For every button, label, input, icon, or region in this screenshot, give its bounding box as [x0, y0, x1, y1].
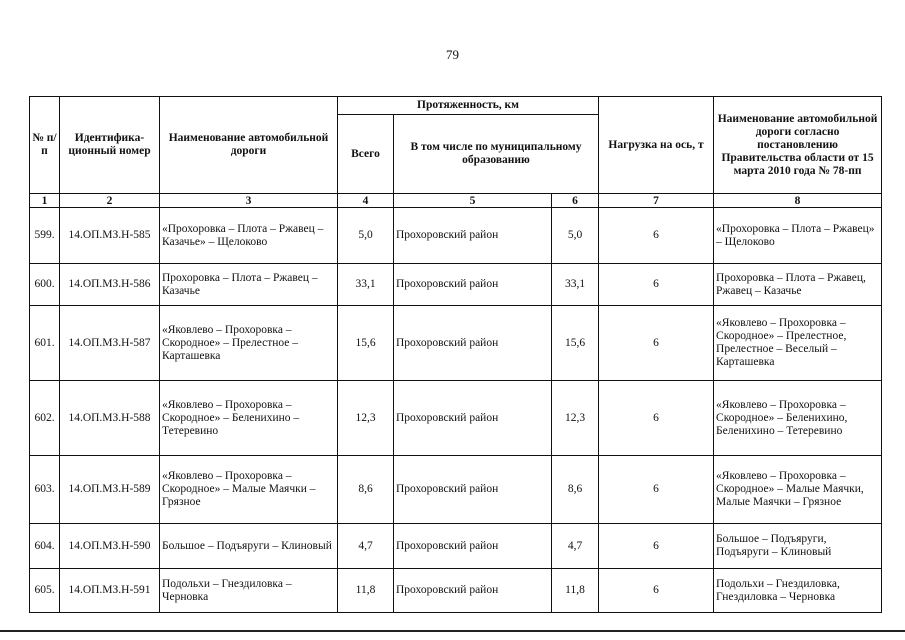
header-road-name: Наименование автомобильной дороги [160, 97, 338, 194]
row-district: Прохоровский район [394, 264, 552, 306]
column-number: 8 [714, 194, 882, 208]
row-total-km: 33,1 [338, 264, 394, 306]
row-decree-name: Большое – Подъяруги, Подъяруги – Клиновый [714, 524, 882, 569]
row-axle-load: 6 [599, 208, 714, 264]
column-number: 4 [338, 194, 394, 208]
row-decree-name: «Яковлево – Прохоровка – Скородное» – Прелестное, Прелестное – Веселый – Карташевка [714, 306, 882, 381]
row-road-name: «Яковлево – Прохоровка – Скородное» – Прелестное – Карташевка [160, 306, 338, 381]
row-id: 14.ОП.МЗ.Н-585 [60, 208, 160, 264]
row-num: 601. [30, 306, 60, 381]
row-num: 605. [30, 569, 60, 613]
row-total-km: 15,6 [338, 306, 394, 381]
header-decree-name: Наименование автомобильной дороги согласно постановлению Правительства области от 15 марта 2010 года № 78-пп [714, 97, 882, 194]
row-num: 600. [30, 264, 60, 306]
row-district-km: 4,7 [552, 524, 599, 569]
row-district: Прохоровский район [394, 381, 552, 456]
row-total-km: 5,0 [338, 208, 394, 264]
row-road-name: «Яковлево – Прохоровка – Скородное» – Беленихино – Тетеревино [160, 381, 338, 456]
row-total-km: 8,6 [338, 456, 394, 524]
row-total-km: 12,3 [338, 381, 394, 456]
column-number: 2 [60, 194, 160, 208]
row-decree-name: «Прохоровка – Плота – Ржавец» – Щелоково [714, 208, 882, 264]
row-axle-load: 6 [599, 306, 714, 381]
row-num: 599. [30, 208, 60, 264]
row-decree-name: Подольхи – Гнездиловка, Гнездиловка – Черновка [714, 569, 882, 613]
header-num: № п/п [30, 97, 60, 194]
table-row [30, 524, 882, 569]
row-district-km: 15,6 [552, 306, 599, 381]
row-axle-load: 6 [599, 264, 714, 306]
row-road-name: Прохоровка – Плота – Ржавец – Казачье [160, 264, 338, 306]
row-id: 14.ОП.МЗ.Н-587 [60, 306, 160, 381]
row-axle-load: 6 [599, 456, 714, 524]
table-row [30, 208, 882, 264]
row-num: 603. [30, 456, 60, 524]
column-number: 5 [394, 194, 552, 208]
column-number: 3 [160, 194, 338, 208]
row-total-km: 11,8 [338, 569, 394, 613]
row-decree-name: «Яковлево – Прохоровка – Скородное» – Малые Маячки, Малые Маячки – Грязное [714, 456, 882, 524]
row-id: 14.ОП.МЗ.Н-586 [60, 264, 160, 306]
table-row [30, 381, 882, 456]
row-id: 14.ОП.МЗ.Н-591 [60, 569, 160, 613]
row-decree-name: Прохоровка – Плота – Ржавец, Ржавец – Казачье [714, 264, 882, 306]
table-row [30, 569, 882, 613]
row-axle-load: 6 [599, 569, 714, 613]
row-road-name: «Яковлево – Прохоровка – Скородное» – Малые Маячки – Грязное [160, 456, 338, 524]
header-id: Идентифика-ционный номер [60, 97, 160, 194]
table-row [30, 456, 882, 524]
row-district: Прохоровский район [394, 208, 552, 264]
row-district-km: 5,0 [552, 208, 599, 264]
row-district: Прохоровский район [394, 524, 552, 569]
row-axle-load: 6 [599, 524, 714, 569]
page-bottom-rule [0, 630, 905, 632]
column-numbers-row [30, 194, 882, 208]
row-total-km: 4,7 [338, 524, 394, 569]
row-decree-name: «Яковлево – Прохоровка – Скородное» – Беленихино, Беленихино – Тетеревино [714, 381, 882, 456]
row-num: 602. [30, 381, 60, 456]
page-number: 79 [446, 47, 459, 62]
column-number: 6 [552, 194, 599, 208]
column-number: 7 [599, 194, 714, 208]
row-district: Прохоровский район [394, 569, 552, 613]
row-num: 604. [30, 524, 60, 569]
row-axle-load: 6 [599, 381, 714, 456]
header-row-1 [30, 97, 882, 115]
row-district-km: 11,8 [552, 569, 599, 613]
row-id: 14.ОП.МЗ.Н-588 [60, 381, 160, 456]
table-row [30, 264, 882, 306]
column-number: 1 [30, 194, 60, 208]
row-district-km: 33,1 [552, 264, 599, 306]
roads-table [29, 96, 882, 613]
row-road-name: Подольхи – Гнездиловка – Черновка [160, 569, 338, 613]
header-axle-load: Нагрузка на ось, т [599, 97, 714, 194]
row-road-name: «Прохоровка – Плота – Ржавец – Казачье» – Щелоково [160, 208, 338, 264]
header-length: Протяженность, км [338, 97, 599, 115]
header-total: Всего [338, 115, 394, 194]
row-district: Прохоровский район [394, 306, 552, 381]
row-id: 14.ОП.МЗ.Н-590 [60, 524, 160, 569]
table-row [30, 306, 882, 381]
row-road-name: Большое – Подъяруги – Клиновый [160, 524, 338, 569]
row-district: Прохоровский район [394, 456, 552, 524]
row-district-km: 8,6 [552, 456, 599, 524]
row-id: 14.ОП.МЗ.Н-589 [60, 456, 160, 524]
header-municipal: В том числе по муниципальному образованию [394, 115, 599, 194]
row-district-km: 12,3 [552, 381, 599, 456]
